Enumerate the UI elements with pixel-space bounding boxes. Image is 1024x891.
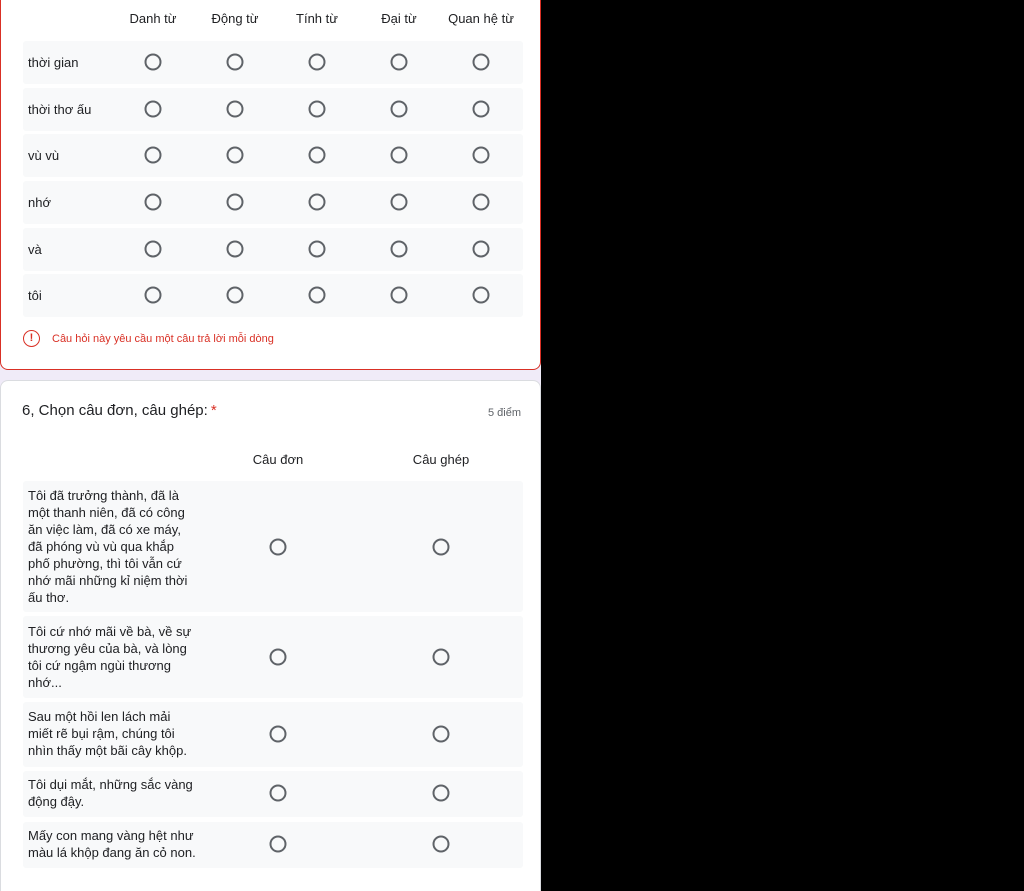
q5-radio-dai-tu[interactable] [391,101,408,118]
q5-radio-tinh-tu[interactable] [309,194,326,211]
q5-radio-danh-tu[interactable] [145,194,162,211]
q6-row [23,616,523,698]
q6-column-header: Câu đơn [252,452,304,467]
q6-radio-cau-don[interactable] [270,726,287,743]
q5-radio-dai-tu[interactable] [391,241,408,258]
q5-row [23,41,523,84]
error-icon: ! [23,330,40,347]
q6-points: 5 điểm [487,407,521,419]
q6-radio-cau-ghep[interactable] [433,649,450,666]
q5-radio-quan-he-tu[interactable] [473,194,490,211]
q6-radio-cau-don[interactable] [270,539,287,556]
q5-radio-tinh-tu[interactable] [309,101,326,118]
q5-row-label: vù vù [28,148,60,163]
q6-row-sentence: Tôi đã trưởng thành, đã là một thanh niên, đã có công ăn việc làm, đã có xe máy, đã phóng vù vù qua khắp phố phường, thì tôi vẫn cứ nhớ mãi những kỉ niệm thời ấu thơ. [28,488,188,605]
error-text: Câu hỏi này yêu cầu một câu trả lời mỗi dòng [52,332,274,345]
q6-row-sentence: Tôi dụi mắt, những sắc vàng động đậy. [28,777,193,809]
q6-radio-cau-ghep[interactable] [433,836,450,853]
question-6-card [0,380,541,891]
q5-row [23,88,523,131]
q6-row [23,481,523,612]
q5-radio-dai-tu[interactable] [391,147,408,164]
q5-radio-dai-tu[interactable] [391,54,408,71]
q5-radio-dai-tu[interactable] [391,287,408,304]
q5-row-label: thời gian [28,55,79,70]
q5-column-header: Tính từ [296,11,338,26]
q5-radio-danh-tu[interactable] [145,54,162,71]
q6-radio-cau-don[interactable] [270,785,287,802]
q6-row-sentence: Mấy con mang vàng hệt như màu lá khộp đang ăn cỏ non. [28,828,196,860]
q5-row [23,228,523,271]
q5-row [23,181,523,224]
q5-radio-danh-tu[interactable] [145,287,162,304]
q5-radio-tinh-tu[interactable] [309,287,326,304]
q5-radio-dong-tu[interactable] [227,54,244,71]
q5-row-label: thời thơ ấu [28,102,92,117]
q5-error-message [23,330,274,347]
q5-radio-quan-he-tu[interactable] [473,101,490,118]
q5-radio-dong-tu[interactable] [227,101,244,118]
q5-radio-quan-he-tu[interactable] [473,54,490,71]
q5-radio-dong-tu[interactable] [227,241,244,258]
q5-radio-tinh-tu[interactable] [309,147,326,164]
q5-column-header: Danh từ [129,11,177,26]
q6-radio-cau-don[interactable] [270,649,287,666]
q5-radio-tinh-tu[interactable] [309,54,326,71]
q5-radio-quan-he-tu[interactable] [473,147,490,164]
q5-column-header: Quan hệ từ [448,11,514,26]
q5-radio-dai-tu[interactable] [391,194,408,211]
q6-radio-cau-ghep[interactable] [433,785,450,802]
q5-radio-dong-tu[interactable] [227,287,244,304]
q5-radio-danh-tu[interactable] [145,241,162,258]
q5-radio-quan-he-tu[interactable] [473,241,490,258]
q6-row-sentence: Tôi cứ nhớ mãi về bà, về sự thương yêu của bà, và lòng tôi cứ ngậm ngùi thương nhớ... [28,624,192,690]
q6-radio-cau-don[interactable] [270,836,287,853]
q5-radio-dong-tu[interactable] [227,194,244,211]
q6-column-header: Câu ghép [412,452,470,467]
question-5-card [0,0,541,370]
q6-radio-cau-ghep[interactable] [433,726,450,743]
q5-radio-danh-tu[interactable] [145,147,162,164]
q5-row-label: và [28,242,42,257]
q6-radio-cau-ghep[interactable] [433,539,450,556]
q6-row [23,822,523,868]
q5-column-header: Động từ [211,11,259,26]
q5-row [23,134,523,177]
q5-row-label: nhớ [28,195,51,210]
q5-row [23,274,523,317]
q6-row-sentence: Sau một hồi len lách mải miết rẽ bụi rậm, chúng tôi nhìn thấy một bãi cây khộp. [28,709,187,758]
q6-title-text: 6, Chọn câu đơn, câu ghép: [22,402,208,419]
q5-radio-dong-tu[interactable] [227,147,244,164]
q5-column-header: Đại từ [381,11,417,26]
q6-title [22,402,217,419]
q5-radio-quan-he-tu[interactable] [473,287,490,304]
q6-row [23,771,523,817]
q5-row-label: tôi [28,288,42,303]
required-asterisk: * [210,402,217,419]
q6-row [23,702,523,767]
q5-radio-tinh-tu[interactable] [309,241,326,258]
q5-radio-danh-tu[interactable] [145,101,162,118]
